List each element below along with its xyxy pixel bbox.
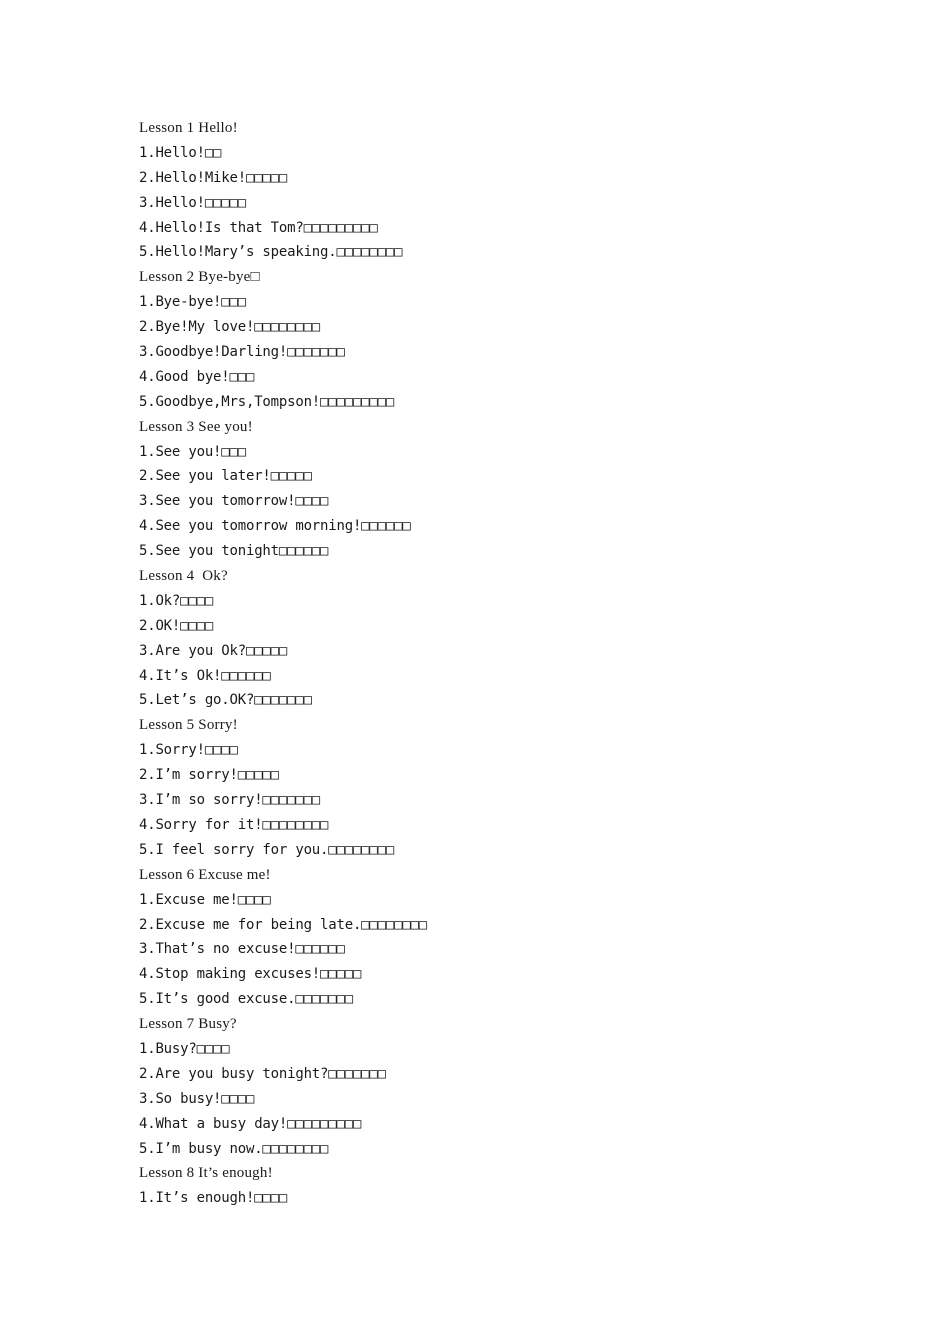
phrase-item: 4.Sorry for it!□□□□□□□□ <box>139 816 329 833</box>
lesson-8 <box>139 1161 899 1211</box>
lesson-title: Lesson 2 Bye-bye□ <box>139 269 260 286</box>
lesson-4 <box>139 564 899 713</box>
lesson-title: Lesson 1 Hello! <box>139 120 238 136</box>
phrase-item: 3.That’s no excuse!□□□□□□ <box>139 941 345 958</box>
lesson-2 <box>139 265 899 414</box>
phrase-item: 2.Bye!My love!□□□□□□□□ <box>139 319 321 336</box>
phrase-item: 2.See you later!□□□□□ <box>139 468 312 485</box>
phrase-item: 2.I’m sorry!□□□□□ <box>139 767 279 784</box>
lesson-title: Lesson 5 Sorry! <box>139 717 238 734</box>
phrase-item: 1.See you!□□□ <box>139 443 246 460</box>
lesson-title: Lesson 8 It’s enough! <box>139 1165 273 1182</box>
phrase-item: 2.Hello!Mike!□□□□□ <box>139 169 288 186</box>
phrase-item: 1.Bye-bye!□□□ <box>139 294 246 311</box>
phrase-item: 3.Hello!□□□□□ <box>139 194 246 211</box>
lesson-5 <box>139 713 899 862</box>
phrase-item: 1.Sorry!□□□□ <box>139 742 238 759</box>
phrase-item: 3.I’m so sorry!□□□□□□□ <box>139 792 321 809</box>
phrase-item: 3.Are you Ok?□□□□□ <box>139 642 288 659</box>
lesson-6 <box>139 863 899 1012</box>
lesson-title: Lesson 4 Ok? <box>139 568 228 585</box>
document-page <box>139 116 899 1211</box>
phrase-item: 5.See you tonight□□□□□□ <box>139 543 329 560</box>
lesson-title: Lesson 7 Busy? <box>139 1016 237 1033</box>
lesson-7 <box>139 1012 899 1161</box>
phrase-item: 1.Ok?□□□□ <box>139 592 214 609</box>
phrase-item: 4.What a busy day!□□□□□□□□□ <box>139 1115 362 1132</box>
phrase-item: 2.Excuse me for being late.□□□□□□□□ <box>139 916 428 933</box>
lesson-title: Lesson 6 Excuse me! <box>139 866 271 883</box>
phrase-item: 5.Goodbye,Mrs,Tompson!□□□□□□□□□ <box>139 393 395 410</box>
phrase-item: 1.It’s enough!□□□□ <box>139 1190 288 1207</box>
lesson-1 <box>139 116 899 265</box>
phrase-item: 3.See you tomorrow!□□□□ <box>139 493 329 510</box>
phrase-item: 1.Excuse me!□□□□ <box>139 891 271 908</box>
phrase-item: 1.Busy?□□□□ <box>139 1040 230 1057</box>
phrase-item: 4.Hello!Is that Tom?□□□□□□□□□ <box>139 219 378 236</box>
phrase-item: 5.Hello!Mary’s speaking.□□□□□□□□ <box>139 244 403 261</box>
phrase-item: 1.Hello!□□ <box>139 144 222 161</box>
phrase-item: 5.Let’s go.OK?□□□□□□□ <box>139 692 312 709</box>
lesson-3 <box>139 415 899 564</box>
phrase-item: 4.Good bye!□□□ <box>139 368 255 385</box>
phrase-item: 4.See you tomorrow morning!□□□□□□ <box>139 518 411 535</box>
phrase-item: 5.I’m busy now.□□□□□□□□ <box>139 1140 329 1157</box>
phrase-item: 3.So busy!□□□□ <box>139 1090 255 1107</box>
phrase-item: 4.It’s Ok!□□□□□□ <box>139 667 271 684</box>
phrase-item: 2.Are you busy tonight?□□□□□□□ <box>139 1065 386 1082</box>
phrase-item: 2.OK!□□□□ <box>139 617 214 634</box>
lesson-title: Lesson 3 See you! <box>139 418 253 435</box>
phrase-item: 5.It’s good excuse.□□□□□□□ <box>139 991 353 1008</box>
phrase-item: 3.Goodbye!Darling!□□□□□□□ <box>139 344 345 361</box>
phrase-item: 5.I feel sorry for you.□□□□□□□□ <box>139 841 395 858</box>
phrase-item: 4.Stop making excuses!□□□□□ <box>139 966 362 983</box>
